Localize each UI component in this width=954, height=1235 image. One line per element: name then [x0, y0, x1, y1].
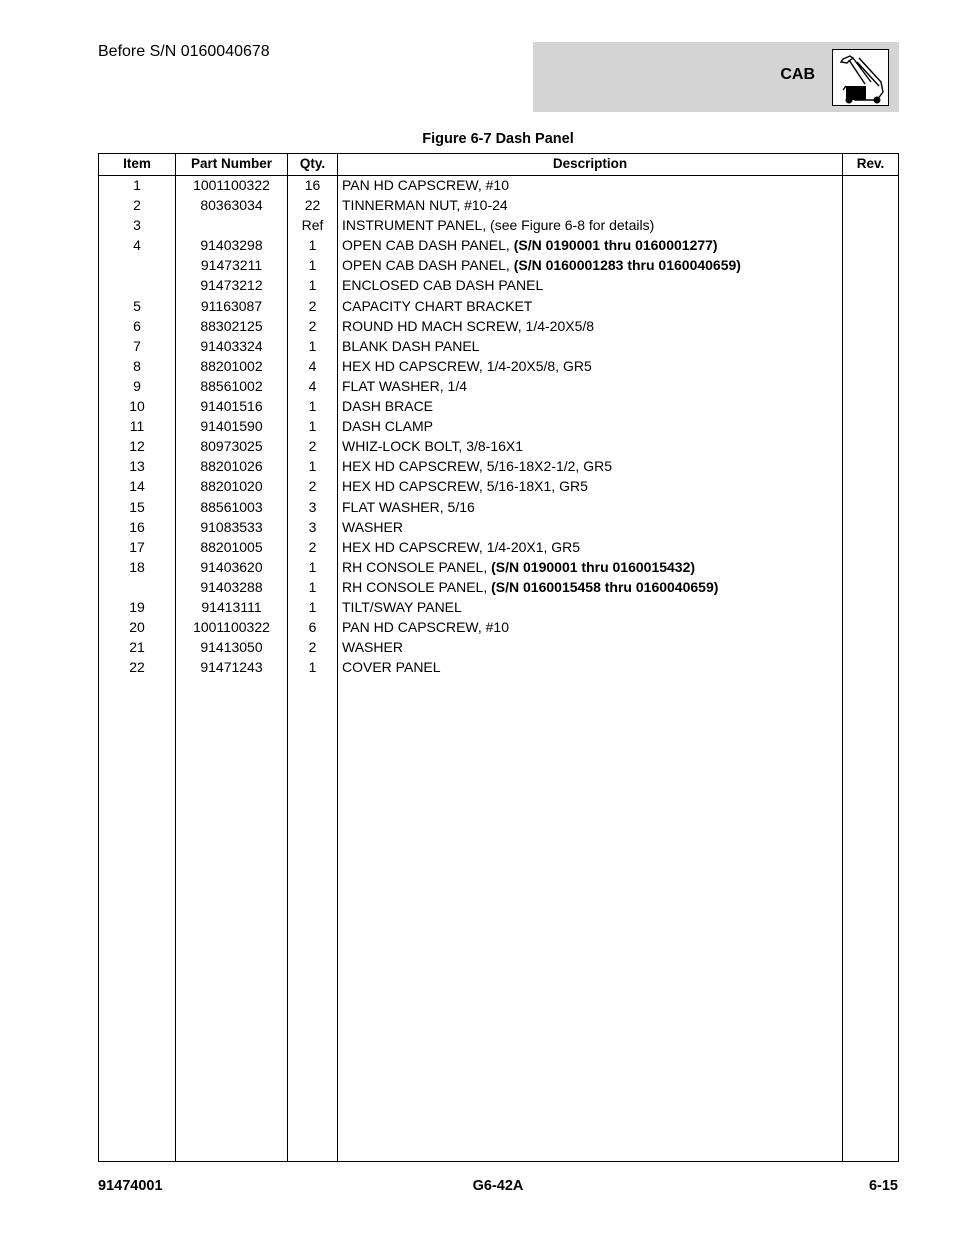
cell-qty: 1 [308, 237, 317, 254]
cell-part-number: 91473211 [200, 257, 263, 274]
description-text: BLANK DASH PANEL [342, 337, 480, 354]
description-text: ENCLOSED CAB DASH PANEL [342, 277, 544, 294]
header-part-number: Part Number [190, 156, 273, 171]
cell-item: 7 [133, 337, 141, 354]
description-text: TINNERMAN NUT, #10-24 [342, 197, 508, 214]
cell-item: 3 [133, 217, 141, 234]
cell-description [342, 358, 592, 374]
cell-description [342, 237, 718, 253]
cell-qty: 1 [308, 558, 317, 575]
cell-qty: 2 [308, 297, 317, 314]
table-row [99, 477, 898, 497]
cell-part-number: 88561003 [200, 498, 263, 515]
cell-item: 20 [129, 619, 145, 636]
description-text: HEX HD CAPSCREW, 1/4-20X1, GR5 [342, 538, 581, 555]
description-text: OPEN CAB DASH PANEL, [342, 237, 514, 254]
description-text: TILT/SWAY PANEL [342, 598, 462, 615]
table-row [99, 337, 898, 357]
cell-part-number: 88201026 [200, 458, 263, 475]
table-row [99, 276, 898, 296]
cell-part-number: 88201005 [200, 538, 263, 555]
footer-page-number: 6-15 [868, 1178, 898, 1194]
cell-item: 4 [133, 237, 141, 254]
header-qty: Qty. [299, 156, 326, 171]
serial-range-note: (S/N 0190001 thru 0160015432) [491, 558, 696, 575]
description-text: WHIZ-LOCK BOLT, 3/8-16X1 [342, 438, 524, 455]
cell-item: 21 [129, 639, 145, 656]
description-text: PAN HD CAPSCREW, #10 [342, 619, 510, 636]
cell-part-number: 1001100322 [193, 177, 270, 193]
cell-description [342, 619, 509, 635]
table-row [99, 457, 898, 477]
table-row [99, 377, 898, 397]
cell-qty: 2 [308, 478, 317, 495]
cell-qty: 1 [308, 458, 317, 475]
table-row [99, 216, 898, 236]
cell-description [342, 318, 594, 334]
cell-qty: 2 [308, 438, 317, 455]
table-row [99, 618, 898, 638]
table-body [99, 176, 898, 678]
cell-item: 16 [129, 518, 145, 535]
cell-part-number: 1001100322 [193, 619, 270, 636]
telehandler-cab-icon [832, 49, 889, 106]
cell-item: 13 [129, 458, 145, 475]
cell-qty: 3 [308, 498, 317, 515]
cell-qty: 1 [308, 598, 317, 615]
header-rev: Rev. [856, 156, 885, 171]
cell-part-number: 91413111 [201, 598, 262, 615]
cell-qty: 2 [308, 538, 317, 555]
cell-qty: 1 [308, 337, 317, 354]
cell-description [342, 478, 588, 494]
cell-item: 14 [129, 478, 145, 495]
cell-part-number: 80363034 [200, 197, 263, 214]
cell-description [342, 639, 403, 655]
section-label: CAB [780, 66, 815, 83]
cell-part-number: 91403620 [200, 558, 263, 575]
description-text: INSTRUMENT PANEL, (see Figure 6-8 for details) [342, 217, 655, 234]
serial-range-note: (S/N 0190001 thru 0160001277) [513, 237, 718, 254]
cell-part-number: 91413050 [200, 639, 263, 656]
table-row [99, 518, 898, 538]
cell-qty: 1 [308, 418, 317, 435]
table-row [99, 196, 898, 216]
cell-qty: Ref [301, 217, 324, 234]
table-row [99, 417, 898, 437]
cell-description [342, 559, 695, 575]
cell-part-number: 91473212 [200, 277, 263, 294]
cell-item: 5 [133, 297, 141, 314]
cell-item: 18 [129, 558, 145, 575]
cell-description [342, 418, 433, 434]
cell-part-number: 91403324 [200, 337, 263, 354]
cell-part-number: 91403298 [200, 237, 263, 254]
cell-item: 19 [129, 598, 145, 615]
description-text: DASH BRACE [342, 398, 434, 415]
cell-description [342, 257, 741, 273]
table-row [99, 256, 898, 276]
table-row [99, 598, 898, 618]
cell-description [342, 659, 441, 675]
cell-item: 9 [133, 377, 141, 394]
cell-item: 15 [129, 498, 145, 515]
cell-qty: 2 [308, 317, 317, 334]
description-text: HEX HD CAPSCREW, 5/16-18X2-1/2, GR5 [342, 458, 612, 475]
cell-item: 17 [129, 538, 145, 555]
cell-item: 12 [129, 438, 145, 455]
cell-item: 10 [129, 398, 145, 415]
table-row [99, 638, 898, 658]
figure-title: Figure 6-7 Dash Panel [422, 131, 574, 147]
cell-description [342, 458, 612, 474]
cell-qty: 22 [304, 197, 321, 214]
description-text: HEX HD CAPSCREW, 5/16-18X1, GR5 [342, 478, 588, 495]
description-text: FLAT WASHER, 1/4 [342, 377, 467, 394]
cell-part-number: 91401590 [200, 418, 263, 435]
description-text: WASHER [342, 639, 403, 656]
cell-description [342, 378, 467, 394]
section-tab [533, 42, 899, 112]
cell-description [342, 398, 433, 414]
header-item: Item [123, 156, 151, 171]
cell-part-number: 88561002 [200, 377, 263, 394]
table-row [99, 498, 898, 518]
cell-qty: 1 [308, 398, 317, 415]
cell-description [342, 519, 403, 535]
description-text: RH CONSOLE PANEL, [342, 558, 492, 575]
description-text: ROUND HD MACH SCREW, 1/4-20X5/8 [342, 317, 595, 334]
serial-range: Before S/N 0160040678 [98, 43, 270, 60]
table-row [99, 297, 898, 317]
parts-table [98, 153, 899, 1162]
table-row [99, 578, 898, 598]
cell-qty: 1 [308, 257, 317, 274]
description-text: PAN HD CAPSCREW, #10 [342, 177, 510, 193]
cell-description [342, 217, 654, 233]
cell-part-number: 91083533 [200, 518, 263, 535]
cell-qty: 1 [308, 277, 317, 294]
table-row [99, 658, 898, 678]
table-row [99, 317, 898, 337]
description-text: OPEN CAB DASH PANEL, [342, 257, 514, 274]
description-text: WASHER [342, 518, 403, 535]
cell-item: 6 [133, 317, 141, 334]
cell-item: 1 [133, 177, 141, 193]
table-row [99, 236, 898, 256]
cell-description [342, 539, 580, 555]
cell-part-number: 91401516 [200, 398, 263, 415]
table-row [99, 538, 898, 558]
footer-model: G6-42A [472, 1178, 524, 1194]
cell-item: 11 [129, 418, 145, 435]
description-text: HEX HD CAPSCREW, 1/4-20X5/8, GR5 [342, 357, 592, 374]
description-text: COVER PANEL [342, 659, 441, 676]
description-text: CAPACITY CHART BRACKET [342, 297, 533, 314]
cell-description [342, 599, 462, 615]
cell-part-number: 80973025 [200, 438, 263, 455]
description-text: DASH CLAMP [342, 418, 434, 435]
cell-qty: 4 [308, 377, 317, 394]
table-row [99, 357, 898, 377]
cell-part-number: 88201002 [200, 357, 263, 374]
cell-qty: 3 [308, 518, 317, 535]
cell-item: 22 [129, 659, 145, 676]
cell-qty: 1 [308, 659, 317, 676]
cell-description [342, 298, 532, 314]
cell-description [342, 499, 475, 515]
table-row [99, 397, 898, 417]
description-text: FLAT WASHER, 5/16 [342, 498, 475, 515]
cell-part-number: 91163087 [200, 297, 263, 314]
cell-description [342, 197, 508, 213]
table-row [99, 558, 898, 578]
cell-description [342, 338, 479, 354]
table-row [99, 437, 898, 457]
cell-qty: 1 [308, 578, 317, 595]
serial-range-note: (S/N 0160001283 thru 0160040659) [513, 257, 741, 274]
cell-qty: 2 [308, 639, 317, 656]
cell-description [342, 438, 523, 454]
cell-part-number: 88302125 [200, 317, 263, 334]
cell-item: 2 [133, 197, 141, 214]
description-text: RH CONSOLE PANEL, [342, 578, 492, 595]
cell-description [342, 579, 718, 595]
serial-range-note: (S/N 0160015458 thru 0160040659) [491, 578, 719, 595]
cell-qty: 6 [308, 619, 317, 636]
cell-qty: 4 [308, 357, 317, 374]
cell-part-number: 91471243 [200, 659, 263, 676]
cell-description [342, 177, 509, 193]
cell-item: 8 [133, 357, 141, 374]
cell-part-number: 91403288 [200, 578, 263, 595]
cell-part-number: 88201020 [200, 478, 263, 495]
table-row [99, 176, 898, 196]
footer-doc-number: 91474001 [98, 1178, 163, 1194]
cell-qty: 16 [304, 177, 321, 193]
cell-description [342, 277, 543, 293]
header-description: Description [552, 156, 628, 171]
